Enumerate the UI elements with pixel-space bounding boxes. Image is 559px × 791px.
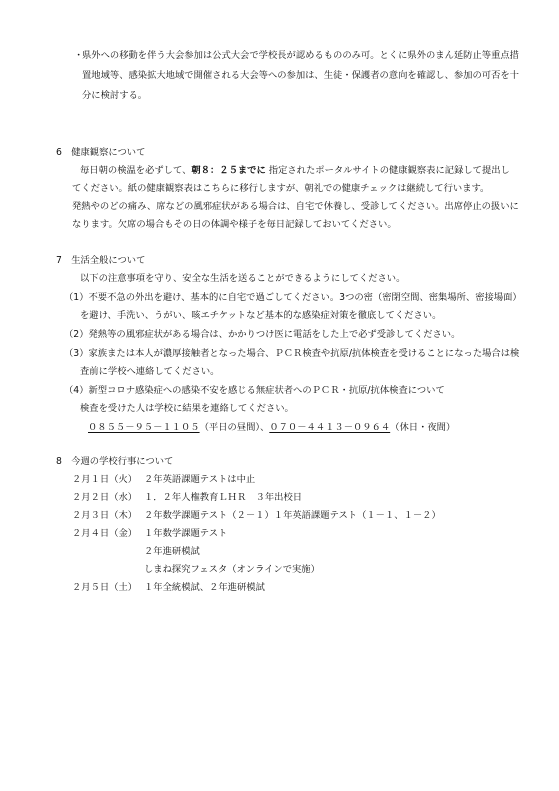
section-7-item-1-line-1: （1）不要不急の外出を避け、基本的に自宅で過ごしてください。3つの密（密閉空間、密集場所、密接場面） <box>64 292 522 303</box>
section-6-text: 毎日朝の検温を必ずして、 <box>80 165 192 176</box>
section-7-heading: 7 生活全般について <box>56 255 146 266</box>
section-6-paragraph-2-line-2: なります。欠席の場合もその日の体調や様子を毎日記録しておいてください。 <box>72 219 397 230</box>
event-text: １年数学課題テスト <box>144 528 228 539</box>
section-6-paragraph-1-line-1 <box>80 165 510 177</box>
event-date: ２月３日（木） <box>72 510 138 521</box>
section-7-item-4-line-1: （4）新型コロナ感染症への感染不安を感じる無症状者へのＰＣＲ・抗原/抗体検査について <box>64 385 445 396</box>
event-text: １年全統模試、２年進研模試 <box>144 582 265 593</box>
event-date: ２月１日（火） <box>72 474 138 485</box>
section-7-item-1-line-2: を避け、手洗い、うがい、咳エチケットなど基本的な感染症対策を徹底してください。 <box>80 310 442 321</box>
event-text: しまね探究フェスタ（オンラインで実施） <box>144 564 320 575</box>
bullet-line-1: 県外への移動を伴う大会参加は公式大会で学校長が認めるもののみ可。とくに県外のまん延防止等重点措 <box>82 50 519 61</box>
contact-phone-line <box>88 422 455 434</box>
bullet-line-2: 置地域等、感染拡大地域で開催される大会等への参加は、生徒・保護者の意向を確認し、参加の可否を十 <box>82 70 519 81</box>
bullet-line-3: 分に検討する。 <box>82 90 148 101</box>
section-7-item-2: （2）発熱等の風邪症状がある場合は、かかりつけ医に電話をした上で必ず受診してください。 <box>64 329 461 340</box>
section-7-item-3-line-1: （3）家族または本人が濃厚接触者となった場合、ＰＣＲ検査や抗原/抗体検査を受けることになった場合は検 <box>64 348 520 359</box>
phone-weekday: ０８５５－９５－１１０５ <box>88 422 200 433</box>
section-6-paragraph-2-line-1: 発熱やのどの痛み、席などの風邪症状がある場合は、自宅で休養し、受診してください。出席停止の扱いに <box>72 201 519 212</box>
section-7-intro: 以下の注意事項を守り、安全な生活を送ることができるようにしてください。 <box>80 273 406 284</box>
section-6-text: 指定されたポータルサイトの健康観察表に記録して提出し <box>268 165 510 176</box>
event-text: ２年数学課題テスト（２－１）１年英語課題テスト（１－１、１－２） <box>144 510 441 521</box>
bullet-marker: ・ <box>74 50 84 61</box>
section-6-heading: 6 健康観察について <box>56 147 146 158</box>
event-text: １．２年人権教育ＬＨＲ ３年出校日 <box>144 492 303 503</box>
event-date: ２月４日（金） <box>72 528 138 539</box>
event-date: ２月５日（土） <box>72 582 138 593</box>
phone-holiday: ０７０－４４１３－０９６４ <box>269 422 391 433</box>
event-date: ２月２日（水） <box>72 492 138 503</box>
phone-weekday-note: （平日の昼間）、 <box>199 422 270 433</box>
event-text: ２年英語課題テストは中止 <box>144 474 256 485</box>
event-text: ２年進研模試 <box>144 546 200 557</box>
deadline-emphasis: 朝８：２５までに <box>191 165 266 176</box>
section-7-item-3-line-2: 査前に学校へ連絡してください。 <box>80 366 220 377</box>
section-6-paragraph-1-line-2: てください。紙の健康観察表はこちらに移行しますが、朝礼での健康チェックは継続して行います。 <box>72 183 490 194</box>
section-8-heading: 8 今週の学校行事について <box>56 456 174 467</box>
section-7-item-4-line-2: 検査を受けた人は学校に結果を連絡してください。 <box>80 403 294 414</box>
phone-holiday-note: （休日・夜間） <box>390 422 456 433</box>
